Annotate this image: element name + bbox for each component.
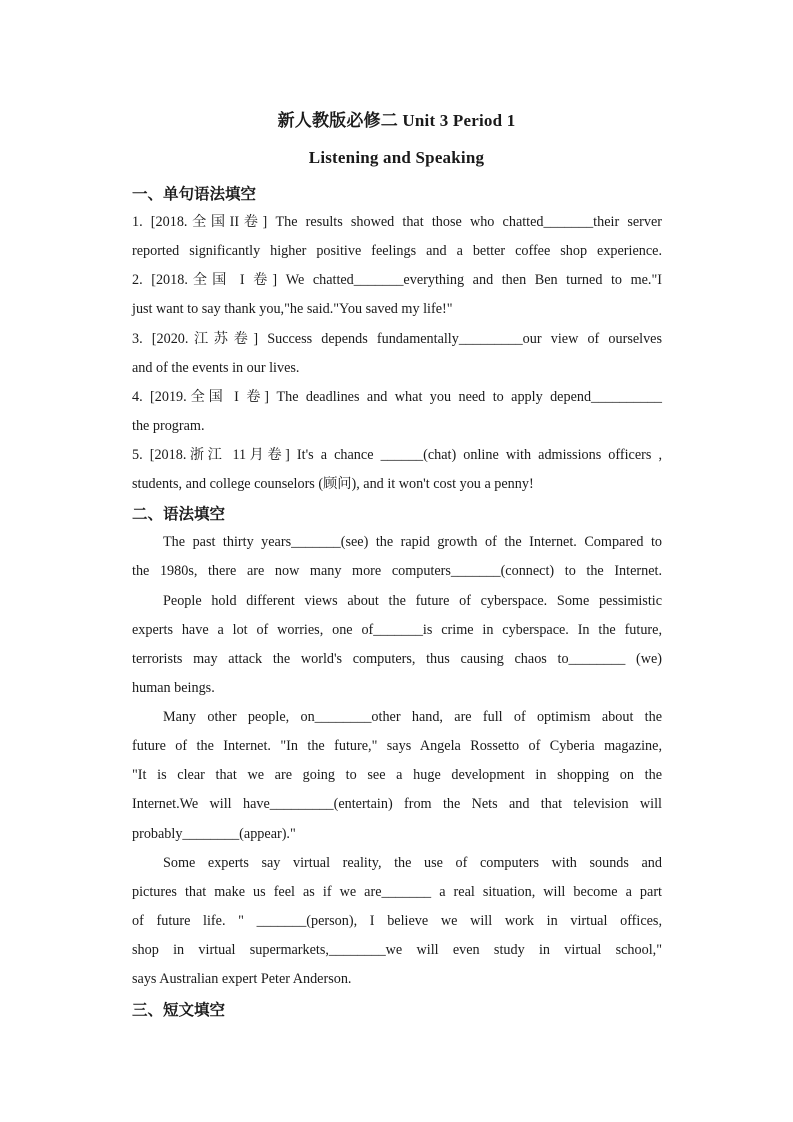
section-2-line: the 1980s, there are now many more computers_______(connect) to the Internet. xyxy=(132,563,662,579)
section-2-line: pictures that make us feel as if we are_______ a real situation, will become a part xyxy=(132,884,662,900)
document-title: 新人教版必修二 Unit 3 Period 1 xyxy=(277,111,516,130)
section-2-line: Some experts say virtual reality, the use of computers with sounds and xyxy=(163,855,662,871)
section-2-line: experts have a lot of worries, one of_______is crime in cyberspace. In the future, xyxy=(132,622,662,638)
section-1-line: just want to say thank you,"he said."You saved my life!" xyxy=(132,301,453,317)
section-1-heading: 一、单句语法填空 xyxy=(132,185,257,203)
section-1-line: the program. xyxy=(132,418,205,434)
section-2-line: shop in virtual supermarkets,________we will even study in virtual school," xyxy=(132,942,662,958)
section-1-line: reported significantly higher positive feelings and a better coffee shop experience. xyxy=(132,243,662,259)
section-1-line: 4. [2019.全国 I 卷] The deadlines and what you need to apply depend__________ xyxy=(132,389,662,405)
section-1-line: 2. [2018.全国 I 卷] We chatted_______everything and then Ben turned to me."I xyxy=(132,272,662,288)
section-1-line: students, and college counselors (顾问), and it won't cost you a penny! xyxy=(132,476,534,492)
section-3-heading: 三、短文填空 xyxy=(132,1001,226,1019)
section-2-line: future of the Internet. "In the future," says Angela Rossetto of Cyberia magazine, xyxy=(132,738,662,754)
section-2-line: probably________(appear)." xyxy=(132,826,296,842)
section-2-line: says Australian expert Peter Anderson. xyxy=(132,971,352,987)
section-1-line: 5. [2018.浙江 11月卷] It's a chance ______(chat) online with admissions officers , xyxy=(132,447,662,463)
section-1-line: 1. [2018.全国II卷] The results showed that those who chatted_______their server xyxy=(132,214,662,230)
document-subtitle: Listening and Speaking xyxy=(308,148,485,167)
section-1-line: and of the events in our lives. xyxy=(132,360,300,376)
section-2-line: Internet.We will have_________(entertain) from the Nets and that television will xyxy=(132,796,662,812)
section-2-heading: 二、语法填空 xyxy=(132,505,226,523)
section-2-line: People hold different views about the future of cyberspace. Some pessimistic xyxy=(163,593,662,609)
section-2-line: The past thirty years_______(see) the rapid growth of the Internet. Compared to xyxy=(163,534,662,550)
section-2-line: terrorists may attack the world's computers, thus causing chaos to________ (we) xyxy=(132,651,662,667)
section-2-line: human beings. xyxy=(132,680,215,696)
section-1-line: 3. [2020.江苏卷] Success depends fundamentally_________our view of ourselves xyxy=(132,331,662,347)
section-2-line: of future life. " _______(person), I believe we will work in virtual offices, xyxy=(132,913,662,929)
section-2-line: Many other people, on________other hand, are full of optimism about the xyxy=(163,709,662,725)
section-2-line: "It is clear that we are going to see a huge development in shopping on the xyxy=(132,767,662,783)
